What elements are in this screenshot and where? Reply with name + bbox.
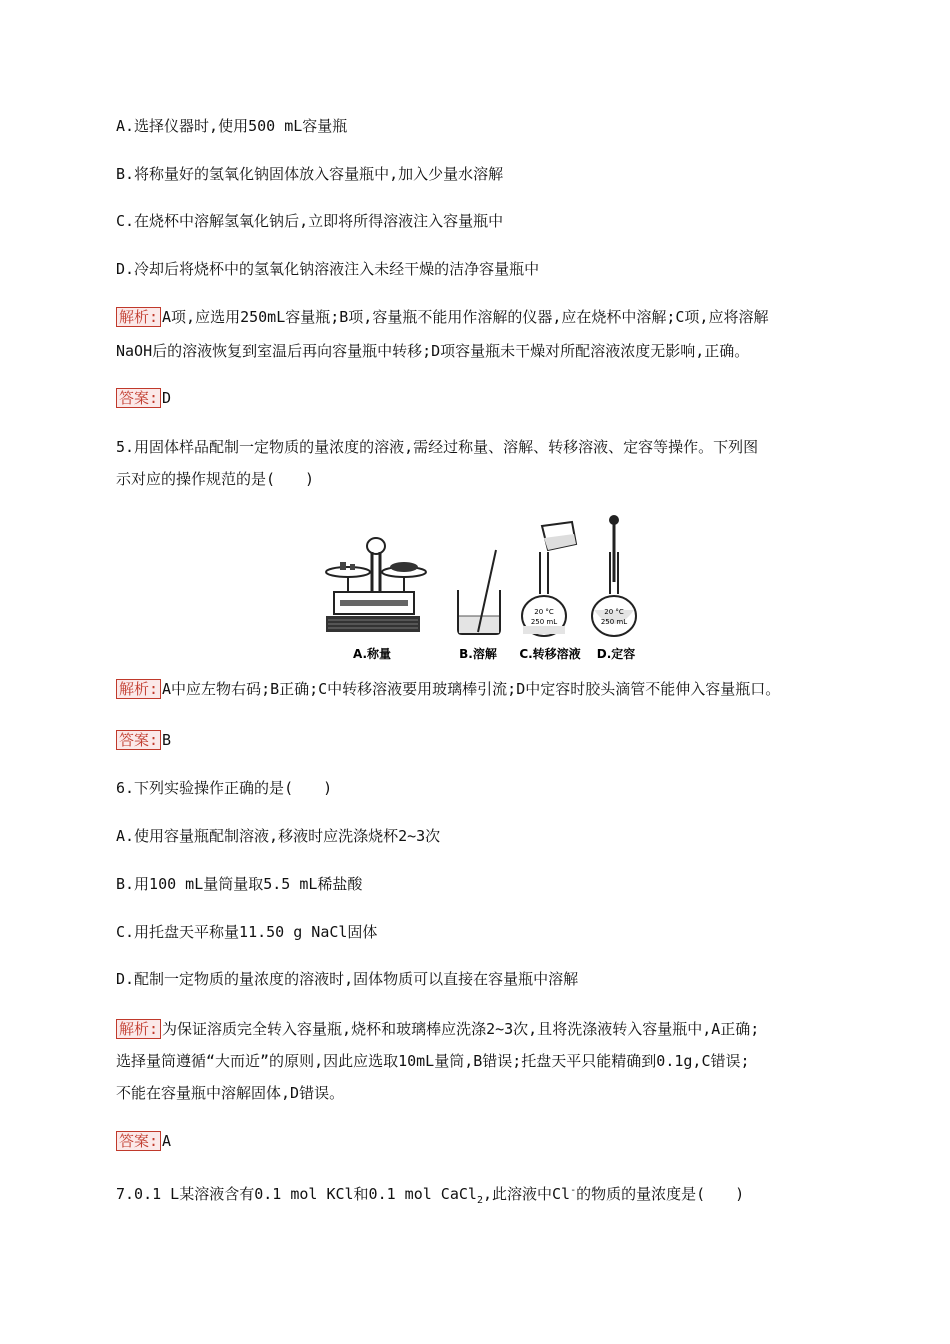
q6-analysis-line-2: 选择量筒遵循“大而近”的原则,因此应选取10mL量筒,B错误;托盘天平只能精确到0.1g,C错误; bbox=[116, 1052, 750, 1070]
caption-b: B.溶解 bbox=[459, 647, 497, 661]
q5-analysis-text: A中应左物右码;B正确;C中转移溶液要用玻璃棒引流;D中定容时胶头滴管不能伸入容量瓶口。 bbox=[162, 680, 781, 698]
analysis-tag: 解析: bbox=[116, 1019, 161, 1039]
q5-answer bbox=[116, 729, 171, 751]
flask-temp-label-d: 20 °C bbox=[604, 608, 624, 616]
q6-stem: 6.下列实验操作正确的是( ) bbox=[116, 779, 333, 797]
answer-tag: 答案: bbox=[116, 388, 161, 408]
q7-superscript: - bbox=[570, 1185, 577, 1196]
q6-option-b: B.用100 mL量筒量取5.5 mL稀盐酸 bbox=[116, 875, 363, 893]
balance-illustration bbox=[326, 538, 426, 632]
answer-tag: 答案: bbox=[116, 730, 161, 750]
q4-option-b: B.将称量好的氢氧化钠固体放入容量瓶中,加入少量水溶解 bbox=[116, 165, 504, 183]
flask-temp-label-c: 20 °C bbox=[534, 608, 554, 616]
q4-answer-value: D bbox=[162, 389, 172, 407]
transfer-illustration bbox=[522, 522, 576, 636]
caption-c: C.转移溶液 bbox=[519, 647, 581, 661]
q5-stem-line-1: 5.用固体样品配制一定物质的量浓度的溶液,需经过称量、溶解、转移溶液、定容等操作。下列图 bbox=[116, 438, 759, 456]
q6-answer bbox=[116, 1130, 171, 1152]
q4-option-d: D.冷却后将烧杯中的氢氧化钠溶液注入未经干燥的洁净容量瓶中 bbox=[116, 260, 540, 278]
lab-apparatus-figure bbox=[318, 512, 648, 664]
q6-analysis-text-1: 为保证溶质完全转入容量瓶,烧杯和玻璃棒应洗涤2~3次,且将洗涤液转入容量瓶中,A正确; bbox=[162, 1020, 760, 1038]
caption-d: D.定容 bbox=[596, 647, 636, 661]
volumetric-flask-illustration bbox=[592, 515, 636, 636]
q5-answer-value: B bbox=[162, 731, 172, 749]
q4-option-c: C.在烧杯中溶解氢氧化钠后,立即将所得溶液注入容量瓶中 bbox=[116, 212, 504, 230]
q4-analysis-line-2: NaOH后的溶液恢复到室温后再向容量瓶中转移;D项容量瓶未干燥对所配溶液浓度无影响,正确。 bbox=[116, 342, 750, 360]
q6-analysis-line-1 bbox=[116, 1018, 759, 1040]
q7-stem bbox=[116, 1180, 744, 1212]
q6-answer-value: A bbox=[162, 1132, 172, 1150]
q6-option-d: D.配制一定物质的量浓度的溶液时,固体物质可以直接在容量瓶中溶解 bbox=[116, 970, 579, 988]
q4-analysis-line-1 bbox=[116, 306, 768, 328]
caption-a: A.称量 bbox=[352, 647, 392, 661]
answer-tag: 答案: bbox=[116, 1131, 161, 1151]
q6-analysis-line-3: 不能在容量瓶中溶解固体,D错误。 bbox=[116, 1084, 345, 1102]
q7-subscript: 2 bbox=[476, 1195, 483, 1206]
flask-volume-label-d: 250 mL bbox=[600, 618, 628, 626]
analysis-tag: 解析: bbox=[116, 307, 161, 327]
q4-option-a: A.选择仪器时,使用500 mL容量瓶 bbox=[116, 117, 348, 135]
q4-analysis-text-1: A项,应选用250mL容量瓶;B项,容量瓶不能用作溶解的仪器,应在烧杯中溶解;C项,应将溶解 bbox=[162, 308, 769, 326]
analysis-tag: 解析: bbox=[116, 679, 161, 699]
beaker-illustration bbox=[458, 550, 500, 634]
q4-answer bbox=[116, 387, 171, 409]
q6-option-c: C.用托盘天平称量11.50 g NaCl固体 bbox=[116, 923, 378, 941]
flask-volume-label-c: 250 mL bbox=[530, 618, 558, 626]
q6-option-a: A.使用容量瓶配制溶液,移液时应洗涤烧杯2~3次 bbox=[116, 827, 441, 845]
q5-stem-line-2: 示对应的操作规范的是( ) bbox=[116, 470, 315, 488]
q7-stem-part-3: 的物质的量浓度是( ) bbox=[576, 1185, 745, 1203]
q5-analysis bbox=[116, 678, 780, 700]
q7-stem-part-2: ,此溶液中Cl bbox=[482, 1185, 571, 1203]
q7-stem-part-1: 7.0.1 L某溶液含有0.1 mol KCl和0.1 mol CaCl bbox=[116, 1185, 477, 1203]
